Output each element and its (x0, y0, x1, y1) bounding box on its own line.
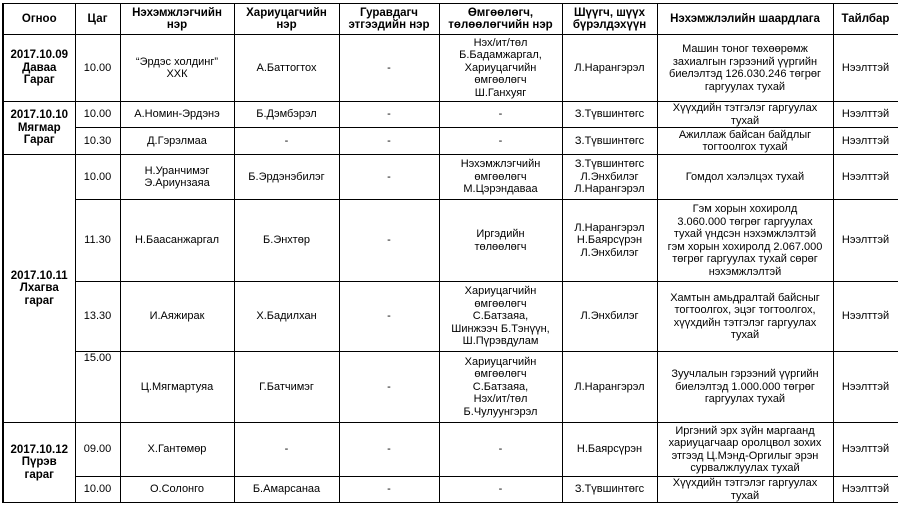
defendant-cell (234, 35, 339, 102)
defendant-cell (234, 102, 339, 128)
cell-text-line: - (387, 108, 391, 121)
plaintiff-cell (120, 477, 234, 503)
header-row (3, 4, 898, 35)
defendant-cell (234, 477, 339, 503)
cell-text-line: Б.Дэмбэрэл (256, 108, 317, 121)
cell-text-line: Хариуцагчийн (464, 285, 537, 298)
claim-cell (657, 282, 833, 352)
cell-text-line: ХХК (166, 68, 188, 80)
cell-text-line: - (498, 443, 503, 456)
cell-text-line: Нэх/ит/төл (473, 393, 528, 406)
cell-text-line: төгрөг гаргуулах тухай сөрөг (672, 253, 818, 265)
cell-text-line: М.Цэрэндаваа (463, 183, 538, 196)
header-plaintiff: Нэхэмжлэгчийн нэр (120, 4, 234, 35)
cell-text-line: тухай (730, 489, 760, 502)
header-third-party: Гуравдагч этгээдийн нэр (339, 4, 439, 35)
note-cell: Нээлттэй (833, 477, 898, 503)
cell-text-line: Машин тоног төхөөрөмж (682, 43, 808, 55)
cell-text-line: Б.Амарсанаа (252, 483, 321, 496)
cell-text-line: биелэлтэд 1.000.000 төгрөг (675, 380, 815, 393)
third-party-cell (339, 352, 439, 423)
note-cell: Нээлттэй (833, 128, 898, 155)
cell-text-line: Н.Баярсүрэн (576, 234, 643, 247)
cell-text-line: Ажиллаж байсан байдлыг (678, 128, 812, 141)
judge-cell (562, 155, 657, 200)
cell-text-line: Иргэний эрх зүйн маргаанд (675, 424, 815, 437)
cell-text-line: тухай (730, 114, 760, 127)
cell-text-line: - (387, 61, 391, 74)
cell-text-line: А.Номин-Эрдэнэ (134, 108, 220, 121)
judge-cell (562, 477, 657, 503)
time-cell: 13.30 (75, 282, 120, 352)
note-cell: Нээлттэй (833, 102, 898, 128)
cell-text-line: Д.Гэрэлмаа (147, 134, 207, 147)
case-row (3, 155, 898, 200)
cell-text-line: С.Батзаяа, (472, 380, 529, 393)
cell-text-line: тухай үндсэн нэхэмжлэлтэй (673, 228, 817, 240)
cell-text-line: - (387, 134, 391, 147)
cell-text-line: нэхэмжлэлтэй (708, 265, 782, 278)
time-cell: 10.00 (75, 35, 120, 102)
defendant-cell (234, 423, 339, 477)
cell-text-line: А.Баттогтох (256, 61, 317, 74)
cell-text-line: Хамтын амьдралтай байсныг (670, 291, 820, 304)
plaintiff-cell (120, 155, 234, 200)
header-time: Цаг (75, 4, 120, 35)
third-party-cell (339, 35, 439, 102)
judge-cell (562, 423, 657, 477)
case-row (3, 200, 898, 282)
note-cell: Нээлттэй (833, 155, 898, 200)
advocate-cell (439, 102, 562, 128)
note-cell: Нээлттэй (833, 200, 898, 282)
header-judge: Шүүгч, шүүх бүрэлдэхүүн (562, 4, 657, 35)
case-row (3, 102, 898, 128)
cell-text-line: И.Аяжирак (149, 310, 205, 323)
cell-text-line: - (387, 380, 391, 393)
time-cell: 09.00 (75, 423, 120, 477)
plaintiff-cell (120, 352, 234, 423)
cell-text-line: төлөөлөгч (474, 240, 527, 253)
court-schedule-table (2, 3, 898, 503)
weekday-label: Гараг (23, 134, 55, 147)
cell-text-line: Н.Баярсүрэн (576, 443, 643, 456)
cell-text-line: - (498, 108, 503, 121)
cell-text-line: хүүхдийн тэтгэлэг гаргуулах (673, 316, 817, 329)
plaintiff-cell (120, 35, 234, 102)
third-party-cell (339, 200, 439, 282)
weekday-label: Гараг (23, 74, 55, 87)
cell-text-line: Э.Ариунзаяа (144, 177, 210, 189)
cell-text-line: тогтоолгох тухай (702, 141, 788, 153)
cell-text-line: - (284, 443, 289, 456)
cell-text-line: Ц.Мягмартуяа (140, 380, 214, 393)
cell-text-line: О.Солонго (149, 483, 205, 496)
cell-text-line: Хариуцагчийн (464, 61, 537, 74)
cell-text-line: 3.060.000 төгрөг гаргуулах (677, 215, 813, 228)
cell-text-line: Б.Чулуунгэрэл (463, 405, 538, 418)
cell-text-line: Б.Эрдэнэбилэг (248, 170, 325, 183)
third-party-cell (339, 477, 439, 503)
note-cell: Нээлттэй (833, 282, 898, 352)
cell-text-line: тухай (730, 329, 760, 341)
cell-text-line: З.Түвшинтөгс (574, 108, 645, 121)
case-row (3, 352, 898, 423)
hearing-date: 2017.10.09 (10, 49, 69, 62)
cell-text-line: Гэм хорын хохиролд (692, 203, 798, 215)
judge-cell (562, 102, 657, 128)
cell-text-line: Хүүхдийн тэтгэлэг гаргуулах (672, 102, 818, 114)
header-claim: Нэхэмжлэлийн шаардлага (657, 4, 833, 35)
weekday-label: гараг (24, 294, 54, 307)
cell-text-line: Иргэдийн (476, 228, 525, 240)
third-party-cell (339, 102, 439, 128)
date-cell (3, 102, 75, 155)
cell-text-line: Н.Баасанжаргал (134, 234, 220, 247)
case-row (3, 35, 898, 102)
defendant-cell (234, 352, 339, 423)
cell-text-line: З.Түвшинтөгс (574, 158, 645, 171)
advocate-cell (439, 352, 562, 423)
judge-cell (562, 282, 657, 352)
third-party-cell (339, 155, 439, 200)
claim-cell (657, 155, 833, 200)
cell-text-line: тогтоолгох, эцэг тогтоолгох, (674, 304, 816, 316)
plaintiff-cell (120, 282, 234, 352)
cell-text-line: Нэх/ит/төл (473, 36, 528, 49)
note-cell: Нээлттэй (833, 352, 898, 423)
cell-text-line: - (387, 310, 391, 323)
cell-text-line: гаргуулах тухай (704, 80, 786, 93)
advocate-cell (439, 155, 562, 200)
date-cell (3, 423, 75, 503)
weekday-label: Даваа (22, 61, 57, 74)
header-date: Огноо (3, 4, 75, 35)
time-cell: 11.30 (75, 200, 120, 282)
hearing-date: 2017.10.12 (10, 443, 69, 456)
hearing-date: 2017.10.10 (10, 109, 69, 122)
case-row (3, 282, 898, 352)
cell-text-line: Ш.Пүрэвдулам (462, 335, 539, 348)
claim-cell (657, 35, 833, 102)
case-row (3, 477, 898, 503)
header-defendant: Хариуцагчийн нэр (234, 4, 339, 35)
cell-text-line: Л.Энхбилэг (580, 246, 639, 259)
cell-text-line: этгээд Ц.Мэнд-Оргилыг эрэн (671, 449, 819, 462)
judge-cell (562, 200, 657, 282)
cell-text-line: Б.Энхтөр (263, 234, 310, 247)
case-row (3, 423, 898, 477)
cell-text-line: - (387, 170, 391, 183)
cell-text-line: З.Түвшинтөгс (574, 134, 645, 147)
cell-text-line: гаргуулах тухай (704, 393, 786, 406)
note-cell: Нээлттэй (833, 35, 898, 102)
defendant-cell (234, 155, 339, 200)
cell-text-line: - (498, 134, 503, 147)
cell-text-line: өмгөөлөгч (474, 170, 527, 183)
cell-text-line: - (284, 134, 289, 147)
advocate-cell (439, 423, 562, 477)
cell-text-line: “Эрдэс холдинг” (135, 55, 219, 68)
third-party-cell (339, 423, 439, 477)
cell-text-line: - (387, 234, 391, 247)
schedule-body (3, 35, 898, 503)
claim-cell (657, 352, 833, 423)
time-cell: 10.30 (75, 128, 120, 155)
advocate-cell (439, 35, 562, 102)
cell-text-line: Г.Батчимэг (259, 380, 314, 393)
claim-cell (657, 423, 833, 477)
weekday-label: Пүрэв (21, 456, 57, 469)
claim-cell (657, 102, 833, 128)
judge-cell (562, 128, 657, 155)
header-advocate: Өмгөөлөгч, төлөөлөгчийн нэр (439, 4, 562, 35)
time-cell: 15.00 (75, 352, 120, 423)
cell-text-line: өмгөөлөгч (474, 74, 527, 87)
cell-text-line: гэм хорын хохиролд 2.067.000 (667, 240, 823, 253)
cell-text-line: Зуучлалын гэрээний үүргийн (671, 368, 819, 381)
cell-text-line: Нэхэмжлэгчийн (460, 158, 541, 171)
weekday-label: Мягмар (17, 121, 61, 134)
cell-text-line: өмгөөлөгч (474, 297, 527, 310)
weekday-label: Лхагва (19, 282, 59, 295)
claim-cell (657, 128, 833, 155)
date-cell (3, 155, 75, 423)
hearing-date: 2017.10.11 (10, 269, 68, 282)
note-cell: Нээлттэй (833, 423, 898, 477)
cell-text-line: З.Түвшинтөгс (574, 483, 645, 496)
cell-text-line: өмгөөлөгч (474, 368, 527, 381)
header-note: Тайлбар (833, 4, 898, 35)
defendant-cell (234, 200, 339, 282)
cell-text-line: Л.Нарангэрэл (574, 183, 645, 196)
cell-text-line: хариуцагчаар оролцвол зохих (668, 437, 822, 449)
cell-text-line: Шинжээч Б.Тэнүүн, (451, 322, 550, 335)
schedule-table-wrapper (2, 3, 898, 503)
cell-text-line: Л.Энхбилэг (580, 170, 639, 183)
third-party-cell (339, 282, 439, 352)
judge-cell (562, 352, 657, 423)
case-row (3, 128, 898, 155)
date-cell (3, 35, 75, 102)
time-cell: 10.00 (75, 102, 120, 128)
claim-cell (657, 477, 833, 503)
cell-text-line: сурвалжлуулах тухай (690, 462, 800, 474)
weekday-label: гараг (24, 468, 54, 481)
cell-text-line: биелэлтэд 126.030.246 төгрөг (669, 68, 821, 80)
cell-text-line: Х.Гантөмөр (147, 443, 207, 456)
cell-text-line: Л.Нарангэрэл (574, 380, 645, 393)
cell-text-line: Н.Уранчимэг (144, 164, 210, 177)
plaintiff-cell (120, 423, 234, 477)
cell-text-line: - (387, 443, 391, 456)
time-cell: 10.00 (75, 477, 120, 503)
time-cell: 10.00 (75, 155, 120, 200)
judge-cell (562, 35, 657, 102)
advocate-cell (439, 128, 562, 155)
cell-text-line: Л.Нарангэрэл (574, 221, 645, 234)
defendant-cell (234, 282, 339, 352)
cell-text-line: захиалгын гэрээний үүргийн (672, 55, 818, 68)
defendant-cell (234, 128, 339, 155)
cell-text-line: Хүүхдийн тэтгэлэг гаргуулах (672, 477, 818, 489)
advocate-cell (439, 282, 562, 352)
cell-text-line: Л.Энхбилэг (580, 310, 639, 323)
cell-text-line: Х.Бадилхан (256, 310, 317, 323)
cell-text-line: С.Батзаяа, (472, 310, 529, 323)
cell-text-line: - (498, 483, 503, 496)
plaintiff-cell (120, 200, 234, 282)
third-party-cell (339, 128, 439, 155)
plaintiff-cell (120, 128, 234, 155)
cell-text-line: Гомдол хэлэлцэх тухай (685, 170, 805, 183)
cell-text-line: - (387, 483, 391, 496)
cell-text-line: Л.Нарангэрэл (574, 61, 645, 74)
advocate-cell (439, 477, 562, 503)
cell-text-line: Ш.Ганхуяг (474, 86, 527, 99)
cell-text-line: Б.Бадамжаргал, (459, 49, 542, 62)
cell-text-line: Хариуцагчийн (464, 355, 537, 368)
plaintiff-cell (120, 102, 234, 128)
claim-cell (657, 200, 833, 282)
advocate-cell (439, 200, 562, 282)
